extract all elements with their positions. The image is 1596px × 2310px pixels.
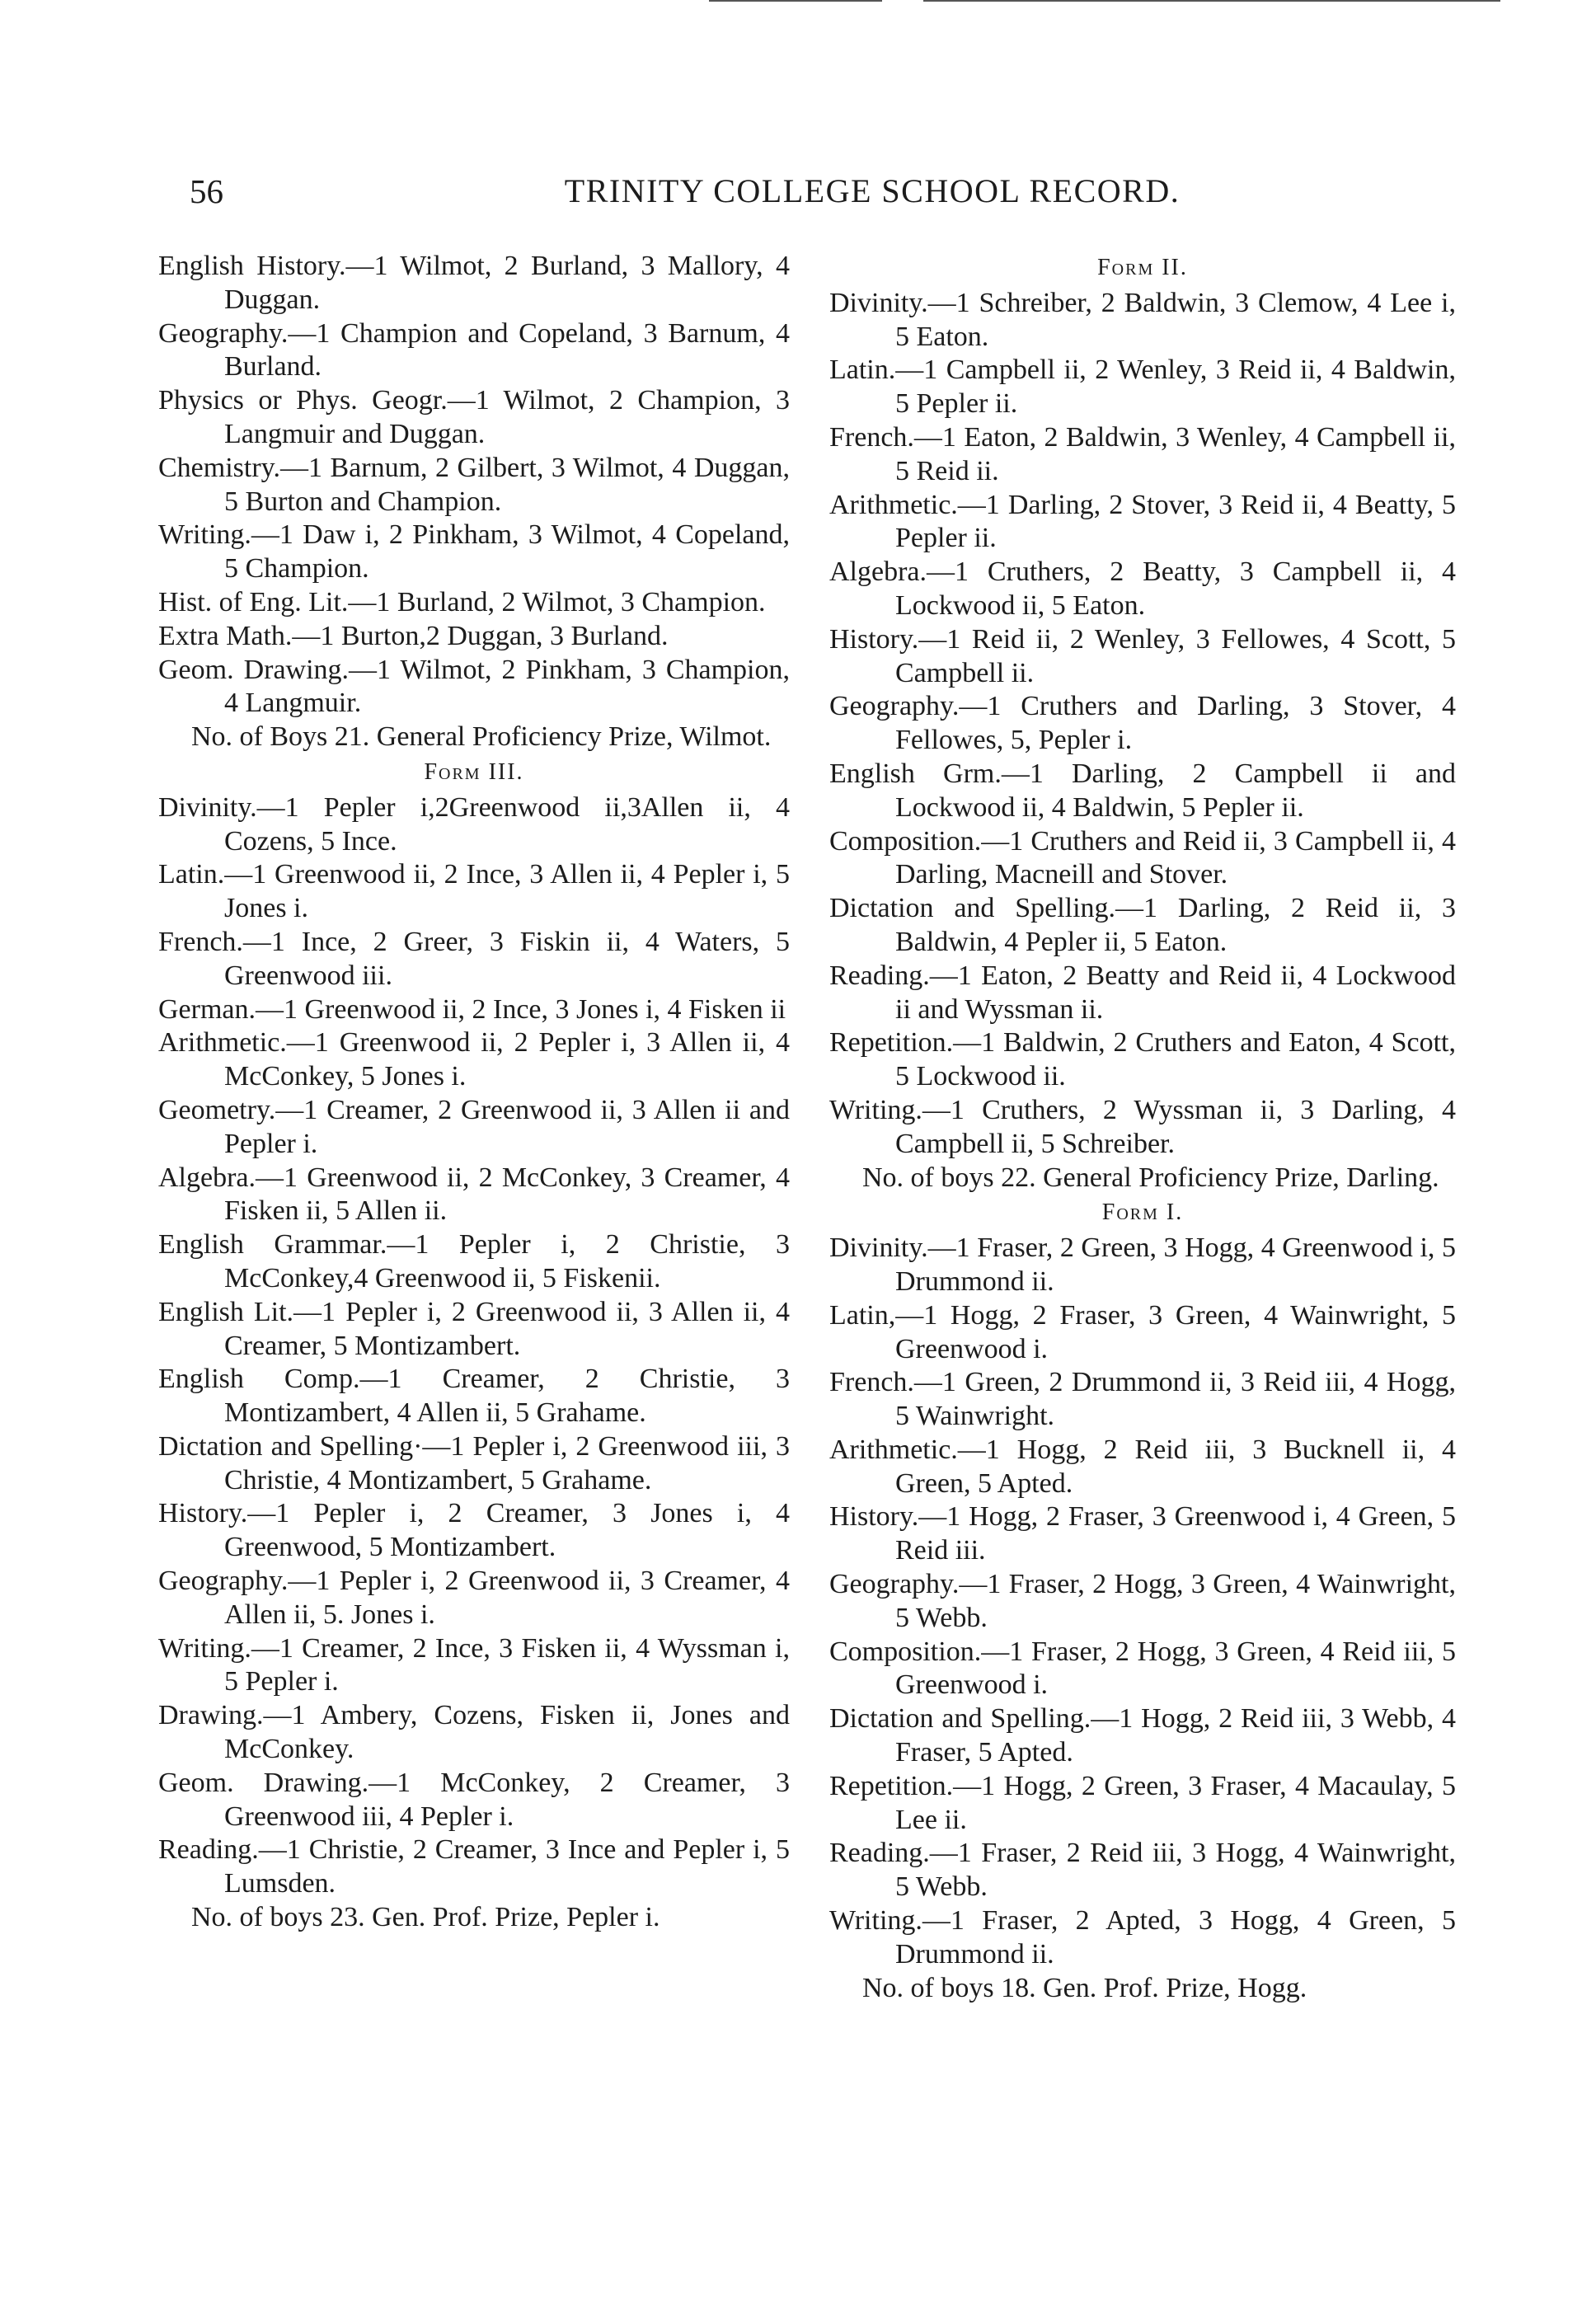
page-header xyxy=(190,171,1398,221)
subject-entry: Latin.—1 Greenwood ii, 2 Ince, 3 Allen ii, 4 Pepler i, 5 Jones i. xyxy=(158,859,790,924)
top-edge-rule-right xyxy=(923,0,1500,2)
subject-entry: Reading.—1 Eaton, 2 Beatty and Reid ii, 4 Lockwood ii and Wyssman ii. xyxy=(829,960,1456,1025)
subject-entry: Geom. Drawing.—1 McConkey, 2 Creamer, 3 Greenwood iii, 4 Pepler i. xyxy=(158,1767,790,1832)
subject-entry: German.—1 Greenwood ii, 2 Ince, 3 Jones i, 4 Fisken ii xyxy=(158,993,786,1025)
subject-entry: Reading.—1 Christie, 2 Creamer, 3 Ince and Pepler i, 5 Lumsden. xyxy=(158,1834,790,1899)
subject-entry: Geography.—1 Champion and Copeland, 3 Barnum, 4 Burland. xyxy=(158,317,790,383)
subject-entry: Dictation and Spelling.—1 Darling, 2 Reid ii, 3 Baldwin, 4 Pepler ii, 5 Eaton. xyxy=(829,893,1456,957)
subject-entry: English Grammar.—1 Pepler i, 2 Christie, 3 McConkey,4 Greenwood ii, 5 Fiskenii. xyxy=(158,1229,790,1294)
subject-entry: Composition.—1 Fraser, 2 Hogg, 3 Green, 4 Reid iii, 5 Greenwood i. xyxy=(829,1636,1456,1701)
subject-entry: French.—1 Eaton, 2 Baldwin, 3 Wenley, 4 Campbell ii, 5 Reid ii. xyxy=(829,421,1456,486)
subject-entry: Divinity.—1 Pepler i,2Greenwood ii,3Allen ii, 4 Cozens, 5 Ince. xyxy=(158,791,790,857)
subject-entry: Writing.—1 Cruthers, 2 Wyssman ii, 3 Darling, 4 Campbell ii, 5 Schreiber. xyxy=(829,1094,1456,1159)
subject-entry: Geom. Drawing.—1 Wilmot, 2 Pinkham, 3 Champion, 4 Langmuir. xyxy=(158,654,790,719)
subject-entry: History.—1 Reid ii, 2 Wenley, 3 Fellowes, 4 Scott, 5 Campbell ii. xyxy=(829,623,1456,688)
subject-entry: Geography.—1 Cruthers and Darling, 3 Stover, 4 Fellowes, 5, Pepler i. xyxy=(829,691,1456,756)
subject-entry: Writing.—1 Creamer, 2 Ince, 3 Fisken ii, 4 Wyssman i, 5 Pepler i. xyxy=(158,1632,790,1697)
form-summary: No. of boys 18. Gen. Prof. Prize, Hogg. xyxy=(862,1972,1307,2003)
form-summary: No. of boys 22. General Proficiency Prize, Darling. xyxy=(862,1162,1439,1193)
top-edge-rule-left xyxy=(709,0,882,2)
form-summary: No. of Boys 21. General Proficiency Prize, Wilmot. xyxy=(191,721,772,753)
subject-entry: Writing.—1 Fraser, 2 Apted, 3 Hogg, 4 Green, 5 Drummond ii. xyxy=(829,1905,1456,1970)
subject-entry: Divinity.—1 Schreiber, 2 Baldwin, 3 Clemow, 4 Lee i, 5 Eaton. xyxy=(829,287,1456,352)
subject-entry: Geometry.—1 Creamer, 2 Greenwood ii, 3 Allen ii and Pepler i. xyxy=(158,1094,790,1159)
subject-entry: English Comp.—1 Creamer, 2 Christie, 3 Montizambert, 4 Allen ii, 5 Grahame. xyxy=(158,1364,790,1429)
subject-entry: Extra Math.—1 Burton,2 Duggan, 3 Burland. xyxy=(158,620,669,651)
subject-entry: Repetition.—1 Hogg, 2 Green, 3 Fraser, 4 Macaulay, 5 Lee ii. xyxy=(829,1770,1456,1835)
subject-entry: Latin,—1 Hogg, 2 Fraser, 3 Green, 4 Wainwright, 5 Greenwood i. xyxy=(829,1299,1456,1364)
subject-entry: Arithmetic.—1 Greenwood ii, 2 Pepler i, 3 Allen ii, 4 McConkey, 5 Jones i. xyxy=(158,1027,790,1092)
form-heading: Form II. xyxy=(1097,255,1188,280)
subject-entry: Dictation and Spelling·—1 Pepler i, 2 Greenwood iii, 3 Christie, 4 Montizambert, 5 Grahame. xyxy=(158,1430,790,1495)
subject-entry: Reading.—1 Fraser, 2 Reid iii, 3 Hogg, 4 Wainwright, 5 Webb. xyxy=(829,1838,1456,1903)
right-column xyxy=(829,250,1456,2005)
subject-entry: Geography.—1 Pepler i, 2 Greenwood ii, 3 Creamer, 4 Allen ii, 5. Jones i. xyxy=(158,1566,790,1630)
subject-entry: Physics or Phys. Geogr.—1 Wilmot, 2 Champion, 3 Langmuir and Duggan. xyxy=(158,385,790,449)
subject-entry: Arithmetic.—1 Darling, 2 Stover, 3 Reid ii, 4 Beatty, 5 Pepler ii. xyxy=(829,489,1456,554)
running-head: TRINITY COLLEGE SCHOOL RECORD. xyxy=(564,172,1181,209)
subject-entry: Composition.—1 Cruthers and Reid ii, 3 Campbell ii, 4 Darling, Macneill and Stover. xyxy=(829,825,1456,890)
form-summary: No. of boys 23. Gen. Prof. Prize, Pepler i. xyxy=(191,1902,660,1933)
form-heading: Form I. xyxy=(1101,1200,1184,1226)
subject-entry: Divinity.—1 Fraser, 2 Green, 3 Hogg, 4 Greenwood i, 5 Drummond ii. xyxy=(829,1232,1456,1297)
page-number: 56 xyxy=(190,172,223,210)
subject-entry: History.—1 Pepler i, 2 Creamer, 3 Jones i, 4 Greenwood, 5 Montizambert. xyxy=(158,1498,790,1563)
subject-entry: Latin.—1 Campbell ii, 2 Wenley, 3 Reid ii, 4 Baldwin, 5 Pepler ii. xyxy=(829,354,1456,420)
subject-entry: Geography.—1 Fraser, 2 Hogg, 3 Green, 4 Wainwright, 5 Webb. xyxy=(829,1569,1456,1633)
subject-entry: Dictation and Spelling.—1 Hogg, 2 Reid iii, 3 Webb, 4 Fraser, 5 Apted. xyxy=(829,1703,1456,1768)
subject-entry: Algebra.—1 Greenwood ii, 2 McConkey, 3 Creamer, 4 Fisken ii, 5 Allen ii. xyxy=(158,1162,790,1227)
subject-entry: Writing.—1 Daw i, 2 Pinkham, 3 Wilmot, 4 Copeland, 5 Champion. xyxy=(158,519,790,585)
subject-entry: English Grm.—1 Darling, 2 Campbell ii and Lockwood ii, 4 Baldwin, 5 Pepler ii. xyxy=(829,758,1456,823)
subject-entry: Repetition.—1 Baldwin, 2 Cruthers and Eaton, 4 Scott, 5 Lockwood ii. xyxy=(829,1027,1456,1092)
subject-entry: French.—1 Ince, 2 Greer, 3 Fiskin ii, 4 Waters, 5 Greenwood iii. xyxy=(158,926,790,991)
subject-entry: History.—1 Hogg, 2 Fraser, 3 Greenwood i, 4 Green, 5 Reid iii. xyxy=(829,1501,1456,1566)
subject-entry: English History.—1 Wilmot, 2 Burland, 3 Mallory, 4 Duggan. xyxy=(158,251,790,315)
subject-entry: Drawing.—1 Ambery, Cozens, Fisken ii, Jones and McConkey. xyxy=(158,1700,790,1765)
subject-entry: English Lit.—1 Pepler i, 2 Greenwood ii, 3 Allen ii, 4 Creamer, 5 Montizambert. xyxy=(158,1296,790,1361)
subject-entry: Arithmetic.—1 Hogg, 2 Reid iii, 3 Bucknell ii, 4 Green, 5 Apted. xyxy=(829,1434,1456,1499)
subject-entry: French.—1 Green, 2 Drummond ii, 3 Reid iii, 4 Hogg, 5 Wainwright. xyxy=(829,1367,1456,1432)
form-heading: Form III. xyxy=(424,758,524,785)
subject-entry: Chemistry.—1 Barnum, 2 Gilbert, 3 Wilmot, 4 Duggan, 5 Burton and Champion. xyxy=(158,452,790,517)
left-column xyxy=(158,250,790,1935)
subject-entry: Hist. of Eng. Lit.—1 Burland, 2 Wilmot, 3 Champion. xyxy=(158,586,766,617)
subject-entry: Algebra.—1 Cruthers, 2 Beatty, 3 Campbell ii, 4 Lockwood ii, 5 Eaton. xyxy=(829,556,1456,621)
